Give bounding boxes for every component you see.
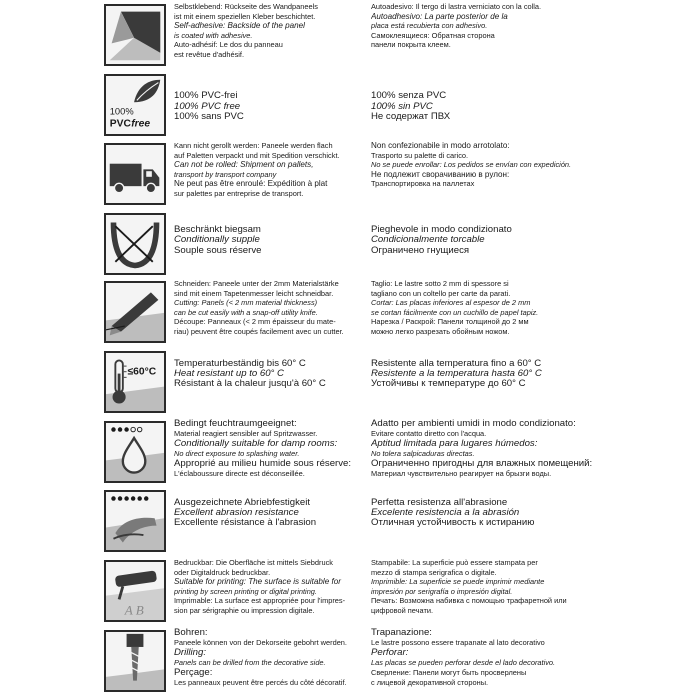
line: 100% sin PVC [371,101,433,112]
line: Perfetta resistenza all'abrasione [371,497,508,508]
delivery-truck-icon [104,143,166,205]
line: Taglio: Le lastre sotto 2 mm di spessore si [371,279,509,288]
text-it-es-ru [371,141,593,189]
line: Paneele können von der Dekorseite gebohrt werden. [174,638,347,648]
line: Не содержат ПВХ [371,112,451,122]
text-de-en-fr [174,225,360,256]
text-it-es-ru [371,419,593,479]
line: Bohren: [174,628,208,638]
svg-text:100%: 100% [109,106,134,117]
line: Las placas se pueden perforar desde el lado decorativo. [371,658,556,668]
line: Imprimible: La superficie se puede imprimir mediante [371,577,545,587]
line: Ne peut pas être enroulé: Expédition à plat [174,179,328,189]
line: 100% sans PVC [174,112,244,122]
text-de-en-fr [174,558,360,616]
line: ist mit einem speziellen Kleber beschichtet. [174,11,316,21]
svg-text:A B: A B [124,602,144,618]
line: можно легко разрезать обойным ножом. [371,326,510,336]
line [174,349,360,359]
text-de-en-fr [174,488,360,529]
text-de-en-fr [174,419,360,479]
text-it-es-ru [371,558,593,616]
line: Ausgezeichnete Abriebfestigkeit [174,497,310,508]
adhesive-peel-icon [104,4,166,66]
line: Ограничено гнущиеся [371,245,470,256]
text-it-es-ru [371,2,593,50]
line: Bedingt feuchtraumgeeignet: [174,419,297,429]
pvc-free-leaf-icon [104,74,166,136]
line [371,82,593,92]
line [371,488,593,498]
line: printing by screen printing or digital printing. [174,586,317,596]
line: Устойчивы к температуре до 60° C [371,379,526,390]
line [371,349,593,359]
line: est revêtue d'adhésif. [174,49,245,59]
line: Résistant à la chaleur jusqu'à 60° C [174,379,326,390]
line: Trapanazione: [371,628,432,638]
line: Не подлежит сворачиванию в рулон: [371,169,510,179]
line [174,82,360,92]
line: Auto-adhésif: Le dos du panneau [174,40,283,50]
line: No direct exposure to splashing water. [174,449,300,459]
line: riau) peuvent être coupés facilement avec un cutter. [174,326,344,336]
line: Resistente alla temperatura fino a 60° C [371,358,542,369]
line: No tolera salpicaduras directas. [371,449,475,459]
svg-text:≤60°C: ≤60°C [127,366,157,378]
line: is coated with adhesive. [174,30,253,40]
text-it-es-ru [371,349,593,390]
line: Excellent abrasion resistance [174,508,299,518]
text-de-en-fr [174,628,360,688]
line: Heat resistant up to 60° C [174,369,284,379]
line: sind mit einem Tapetenmesser leicht schneidbar. [174,288,334,298]
line: Aptitud limitada para lugares húmedos: [371,439,538,449]
line: 100% PVC-frei [174,91,238,102]
line: Транспортировка на паллетах [371,179,475,189]
line: mezzo di stampa serigrafica o digitale. [371,567,497,577]
line: sur palettes par entreprise de transport. [174,188,304,198]
line: Le lastre possono essere trapanate al lato decorativo [371,638,545,648]
line: Autoadesivo: Il tergo di lastra verniciato con la colla. [371,2,542,11]
line: L'éclaboussure directe est déconseillée. [174,469,305,479]
line: Panels can be drilled from the decorative side. [174,658,326,668]
svg-text:PVC: PVC [109,118,131,130]
line: Resistente a la temperatura hasta 60° C [371,369,542,379]
line: Condicionalmente torcable [371,235,485,246]
line: Печать: Возможна набивка с помощью трафаретной или [371,596,567,606]
printable-roller-icon [104,560,166,622]
line: se cortan fácilmente con un cuchillo de papel tapiz. [371,307,539,317]
line: Evitare contatto diretto con l'acqua. [371,429,487,439]
line: Adatto per ambienti umidi in modo condizionato: [371,419,576,429]
line: can be cut easily with a snap-off utility knife. [174,307,318,317]
text-it-es-ru [371,628,593,687]
line: Stampabile: La superficie può essere stampata per [371,558,538,567]
line: Non confezionabile in modo arrotolato: [371,141,510,150]
line: Excellente résistance à l'abrasion [174,518,317,529]
utility-knife-icon [104,281,166,343]
line: Ограниченно пригодны для влажных помещений: [371,459,593,469]
line: Perçage: [174,668,213,678]
line: Сверление: Панели могут быть просверлены [371,668,527,677]
text-it-es-ru [371,279,593,337]
line: Cutting: Panels (< 2 mm material thickness) [174,298,318,308]
line [174,72,360,82]
flex-bend-icon [104,213,166,275]
line [371,72,593,82]
line: No se puede enrollar: Los pedidos se envían con expedición. [371,160,572,170]
line: Материал чувствительно реагирует на брызги воды. [371,469,552,479]
line: Beschränkt biegsam [174,225,261,235]
line: Отличная устойчивость к истиранию [371,518,535,529]
line: Perforar: [371,648,409,658]
line: Autoadhesivo: La parte posterior de la [371,11,508,21]
line: Approprié au milieu humide sous réserve: [174,459,352,469]
text-de-en-fr [174,72,360,122]
drill-icon [104,630,166,692]
line: 100% senza PVC [371,91,447,102]
line: auf Paletten verpackt und mit Spedition verschickt. [174,150,340,160]
line: Pieghevole in modo condizionato [371,225,512,235]
text-de-en-fr [174,279,360,337]
line: oder Digitaldruck bedruckbar. [174,567,271,577]
line: Trasporto su palette di carico. [371,150,469,160]
text-de-en-fr [174,141,360,199]
text-de-en-fr [174,349,360,390]
line: Découpe: Panneaux (< 2 mm épaisseur du mate- [174,317,336,327]
line [174,488,360,498]
line: Cortar: Las placas inferiores al espesor de 2 mm [371,298,531,308]
line: Drilling: [174,648,206,658]
line: 100% PVC free [174,101,241,112]
line: Imprimable: La surface est appropriée pour l'impres- [174,596,346,606]
line: Bedruckbar: Die Oberfläche ist mittels Siebdruck [174,558,333,567]
line: Les panneaux peuvent être percés du côté décoratif. [174,678,347,688]
line: Temperaturbeständig bis 60° C [174,358,306,369]
text-it-es-ru [371,72,593,122]
text-it-es-ru [371,225,593,256]
text-it-es-ru [371,488,593,529]
line: Selbstklebend: Rückseite des Wandpaneels [174,2,318,11]
line: Souple sous réserve [174,245,262,256]
line: Material reagiert sensibler auf Spritzwasser. [174,429,318,439]
line: цифровой печати. [371,605,434,615]
line: Самоклеящиеся: Обратная сторона [371,30,495,40]
text-de-en-fr [174,2,360,60]
line: Self-adhesive: Backside of the panel [174,21,305,31]
abrasion-resistance-icon [104,490,166,552]
line: tagliano con un coltello per carte da parati. [371,288,511,298]
line: Schneiden: Paneele unter der 2mm Materialstärke [174,279,339,288]
svg-text:free: free [131,118,151,130]
line: Can not be rolled: Shipment on pallets, [174,160,314,170]
line: Excelente resistencia a la abrasión [371,508,520,518]
line: Suitable for printing: The surface is suitable for [174,577,341,587]
line: impresión por serigrafía o impresión digital. [371,586,513,596]
line: Kann nicht gerollt werden: Paneele werden flach [174,141,333,150]
line: с лицевой декоративной стороны. [371,677,489,687]
line: Conditionally suitable for damp rooms: [174,439,338,449]
line: панели покрыта клеем. [371,40,451,50]
line: Conditionally supple [174,235,260,246]
thermometer-icon [104,351,166,413]
line: Нарезка / Раскрой: Панели толщиной до 2 мм [371,317,529,327]
line: sion par sérigraphie ou impression digitale. [174,605,315,615]
water-drop-icon [104,421,166,483]
line: placa está recubierta con adhesivo. [371,21,488,31]
line: transport by transport company [174,169,277,179]
